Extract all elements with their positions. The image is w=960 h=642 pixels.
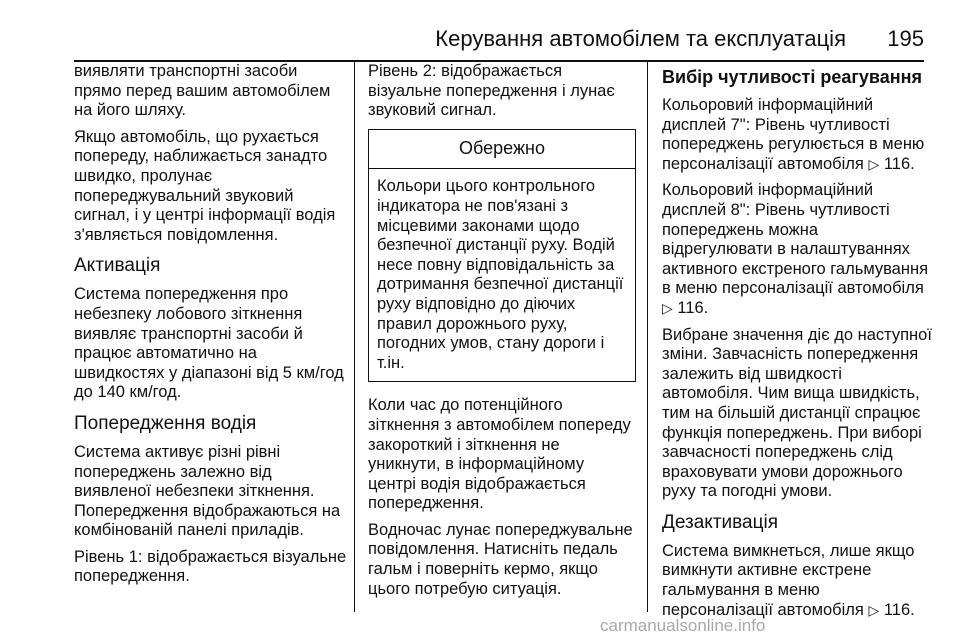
- paragraph: Вибране значення діє до наступної зміни. Завчасність попередження залежить від швидкості автомобіля. Чим вища швидкість, тим на більшій дистанції спрацює функція попереджень. При виборі завчасності попереджень слід враховувати умови дорожнього руху та погодні умови.: [662, 325, 932, 501]
- page-reference-arrow-icon[interactable]: ▷: [868, 601, 880, 618]
- page-number: 195: [887, 26, 924, 51]
- paragraph-text: Кольоровий інформаційний дисплей 7": Рівень чутливості попереджень регулюється в меню персоналізації автомобіля: [662, 96, 925, 173]
- paragraph: Коли час до потенційного зіткнення з автомобілем попереду закороткий і зіткнення не уникнути, в інформаційному центрі водія відображається попередження.: [368, 396, 631, 513]
- paragraph: виявляти транспортні засоби прямо перед вашим автомобілем на його шляху.: [74, 62, 331, 120]
- page-reference[interactable]: 116.: [883, 154, 915, 173]
- column-right: [662, 62, 932, 627]
- column-left: [74, 62, 349, 594]
- paragraph: [662, 96, 932, 174]
- warning-body: Кольори цього контрольного індикатора не пов'язані з місцевими законами щодо безпечної дистанції руху. Водій несе повну відповідальність за дотримання безпечної дистанції руху відповідно до діючих правил дорожнього руху, погодних умов, стану дороги і т.ін.: [377, 177, 624, 372]
- paragraph: Рівень 2: відображається візуальне попередження і лунає звуковий сигнал.: [368, 62, 615, 120]
- column-divider: [647, 62, 648, 612]
- warning-box: [368, 129, 636, 383]
- section-heading-driver-alert: Попередження водія: [74, 412, 257, 434]
- paragraph: Система активує різні рівні попереджень залежно від виявленої небезпеки зіткнення. Попередження відображаються на комбінованій панелі приладів.: [74, 442, 341, 540]
- page-reference[interactable]: 116.: [677, 298, 709, 317]
- chapter-title: Керування автомобілем та експлуатація: [435, 26, 846, 51]
- paragraph: Рівень 1: відображається візуальне попередження.: [74, 547, 347, 586]
- paragraph: Водночас лунає попереджувальне повідомлення. Натисніть педаль гальм і поверніть кермо, якщо цього потребую ситуація.: [368, 520, 633, 598]
- paragraph-text: Кольоровий інформаційний дисплей 8": Рівень чутливості попереджень можна відрегулювати в налаштуваннях активного екстреного гальмування в меню персоналізації автомобіля: [662, 181, 929, 298]
- column-divider: [354, 62, 355, 612]
- section-heading-activation: Активація: [74, 255, 161, 277]
- watermark: carmanualsonline.info: [600, 616, 766, 635]
- page-reference[interactable]: 116.: [883, 600, 915, 619]
- page-reference-arrow-icon[interactable]: ▷: [662, 299, 673, 316]
- section-heading-deactivation: Дезактивація: [662, 511, 778, 533]
- page-reference-arrow-icon[interactable]: ▷: [868, 155, 880, 172]
- section-heading-sensitivity: Вибір чутливості реагування: [662, 67, 922, 87]
- warning-title: Обережно: [369, 130, 635, 170]
- column-middle: [368, 62, 636, 606]
- paragraph: [662, 181, 932, 318]
- paragraph: [662, 542, 932, 620]
- paragraph: Якщо автомобіль, що рухається попереду, наближається занадто швидко, пролунає попереджувальний звуковий сигнал, і у центрі інформації водія з'являється повідомлення.: [74, 127, 336, 244]
- paragraph: Система попередження про небезпеку лобового зіткнення виявляє транспортні засоби й працює автоматично на швидкостях у діапазоні від 5 км/год до 140 км/год.: [74, 285, 344, 402]
- paragraph-text: Система вимкнеться, лише якщо вимкнути активне екстрене гальмування в меню персоналізації автомобіля: [662, 541, 915, 619]
- page-header: [74, 24, 924, 62]
